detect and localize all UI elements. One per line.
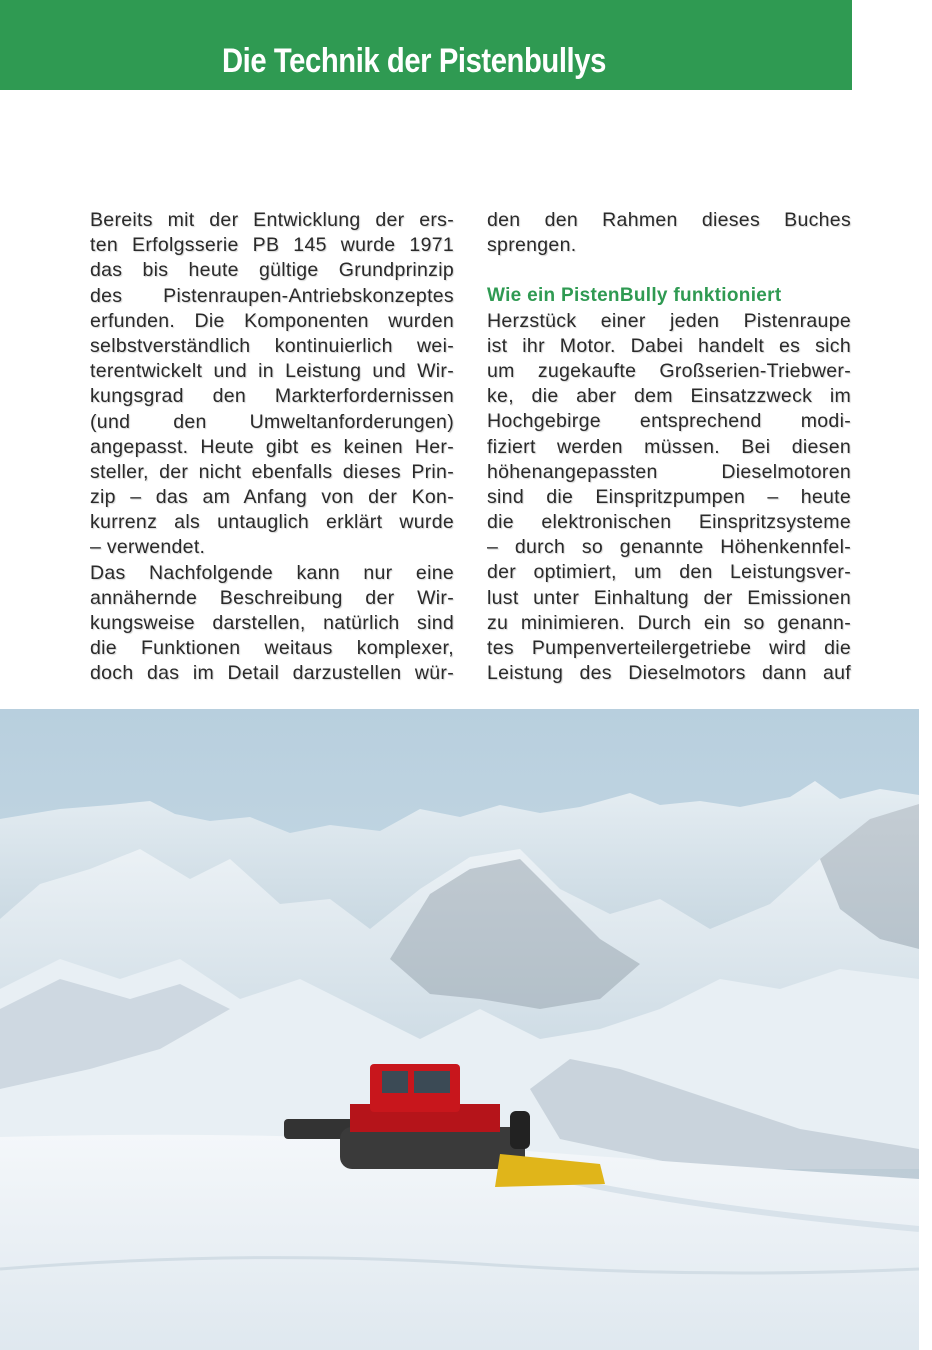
text-line: kungsgrad den Markterfordernissen	[90, 385, 454, 408]
text-line: Herzstück einer jeden Pistenraupe	[487, 309, 851, 332]
text-line: annähernde Beschreibung der Wir-	[90, 586, 454, 609]
left-paragraph-2	[90, 561, 454, 687]
text-line: zu minimieren. Durch ein so genann-	[487, 611, 851, 634]
text-line: die elektronischen Einspritzsysteme	[487, 511, 851, 534]
text-line: sind die Einspritzpumpen – heute	[487, 485, 851, 508]
text-line: – durch so genannte Höhenkennfel-	[487, 536, 851, 559]
text-line: ke, die aber dem Einsatzzweck im	[487, 385, 851, 408]
text-line: Bereits mit der Entwicklung der ers-	[90, 209, 454, 231]
text-line: angepasst. Heute gibt es keinen Her-	[90, 435, 454, 458]
track	[340, 1127, 525, 1169]
text-line: das bis heute gültige Grundprinzip	[90, 259, 454, 282]
text-line: erfunden. Die Komponenten wurden	[90, 309, 454, 332]
text-line: tes Pumpenverteilergetriebe wird die	[487, 637, 851, 660]
cab-window	[382, 1071, 408, 1093]
photo-illustration	[0, 709, 919, 1350]
text-line: höhenangepassten Dieselmotoren	[487, 460, 851, 483]
text-line: ten Erfolgsserie PB 145 wurde 1971	[90, 234, 454, 257]
text-line: Hochgebirge entsprechend modi-	[487, 410, 851, 433]
text-line: selbstverständlich kontinuierlich wei-	[90, 334, 454, 357]
text-line: den den Rahmen dieses Buches	[487, 209, 851, 231]
text-line: um zugekaufte Großserien-Triebwer-	[487, 359, 851, 382]
text-line: zip – das am Anfang von der Kon-	[90, 486, 454, 509]
text-line: ist ihr Motor. Dabei handelt es sich	[487, 334, 851, 357]
text-line: des Pistenraupen-Antriebskonzeptes	[90, 284, 454, 307]
page-title: Die Technik der Pistenbullys	[222, 42, 606, 80]
text-line: kungsweise darstellen, natürlich sind	[90, 612, 454, 634]
text-line: lust unter Einhaltung der Emissionen	[487, 586, 851, 609]
right-column	[487, 208, 851, 686]
text-line: steller, der nicht ebenfalls dieses Prin-	[90, 460, 454, 483]
right-paragraph-1	[487, 208, 851, 258]
text-line: fiziert werden müssen. Bei diesen	[487, 435, 851, 458]
text-line: (und den Umweltanforderungen)	[90, 410, 454, 433]
right-paragraph-2	[487, 309, 851, 687]
text-line: die Funktionen weitaus komplexer,	[90, 637, 454, 660]
left-paragraph-1	[90, 208, 454, 561]
cab-window	[414, 1071, 450, 1093]
text-line: kurrenz als untauglich erklärt wurde	[90, 511, 454, 534]
text-line: Leistung des Dieselmotors dann auf	[487, 662, 851, 685]
section-subheading: Wie ein PistenBully funktioniert	[487, 285, 782, 307]
text-line: sprengen.	[487, 234, 577, 257]
header-band	[0, 0, 852, 90]
left-column	[90, 208, 454, 687]
text-line: Das Nachfolgende kann nur eine	[90, 561, 454, 584]
alpine-snow-groomer-photo	[0, 709, 919, 1350]
blade-arm	[510, 1111, 530, 1149]
paragraph-spacer	[487, 258, 851, 283]
text-line: doch das im Detail darzustellen wür-	[90, 662, 454, 685]
text-line: – verwendet.	[90, 536, 206, 559]
text-line: der optimiert, um den Leistungsver-	[487, 561, 851, 584]
text-line: terentwickelt und in Leistung und Wir-	[90, 360, 454, 383]
